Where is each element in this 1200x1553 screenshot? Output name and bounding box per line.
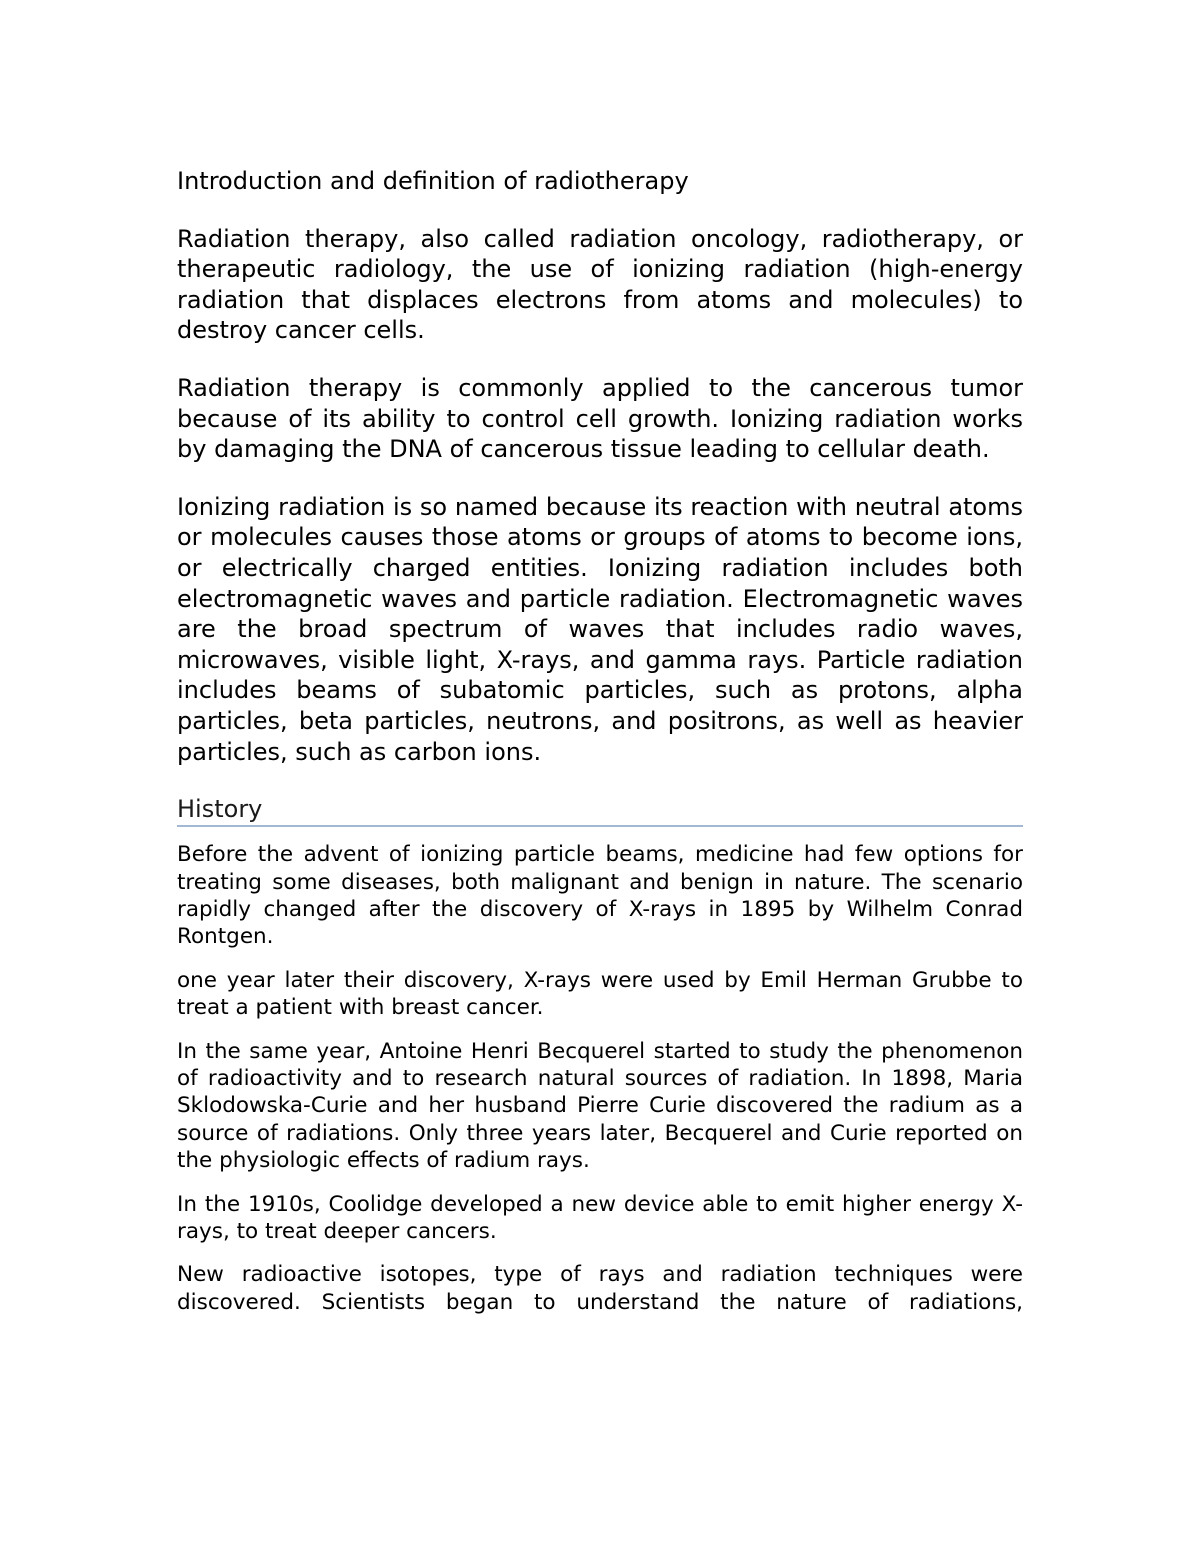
- history-paragraph-3: In the same year, Antoine Henri Becquerel started to study the phenomenon of radioactivity and to research natural sources of radiation. In 1898, Maria Sklodowska-Curie and her husband Pierre Curie discovered the radium as a source of radiations. Only three years later, Becquerel and Curie reported on the physiologic effects of radium rays.: [177, 1038, 1023, 1174]
- history-paragraph-5: New radioactive isotopes, type of rays and radiation techniques were discovered. Scientists began to understand the nature of radiations,: [177, 1262, 1023, 1315]
- intro-section: [177, 166, 1023, 767]
- history-paragraph-1: Before the advent of ionizing particle beams, medicine had few options for treating some diseases, both malignant and benign in nature. The scenario rapidly changed after the discovery of X-rays in 1895 by Wilhelm Conrad Rontgen.: [177, 842, 1023, 950]
- intro-paragraph-2: Radiation therapy is commonly applied to the cancerous tumor because of its ability to control cell growth. Ionizing radiation works by damaging the DNA of cancerous tissue leading to cellular death.: [177, 373, 1023, 464]
- intro-title: Introduction and definition of radiotherapy: [177, 167, 689, 195]
- history-paragraph-2: one year later their discovery, X-rays were used by Emil Herman Grubbe to treat a patient with breast cancer.: [177, 967, 1023, 1021]
- history-section: [177, 841, 1023, 1316]
- history-heading: History: [177, 794, 1023, 827]
- document-body: [177, 166, 1023, 1332]
- intro-paragraph-3: Ionizing radiation is so named because its reaction with neutral atoms or molecules causes those atoms or groups of atoms to become ions, or electrically charged entities. Ionizing radiation includes both electromagnetic waves and particle radiation. Electromagnetic waves are the broad spectrum of waves that includes radio waves, microwaves, visible light, X-rays, and gamma rays. Particle radiation includes beams of subatomic particles, such as protons, alpha particles, beta particles, neutrons, and positrons, as well as heavier particles, such as carbon ions.: [177, 492, 1023, 766]
- intro-paragraph-1: Radiation therapy, also called radiation oncology, radiotherapy, or therapeutic radiology, the use of ionizing radiation (high-energy radiation that displaces electrons from atoms and molecules) to destroy cancer cells.: [177, 224, 1023, 345]
- history-paragraph-4: In the 1910s, Coolidge developed a new device able to emit higher energy X-rays, to treat deeper cancers.: [177, 1191, 1023, 1244]
